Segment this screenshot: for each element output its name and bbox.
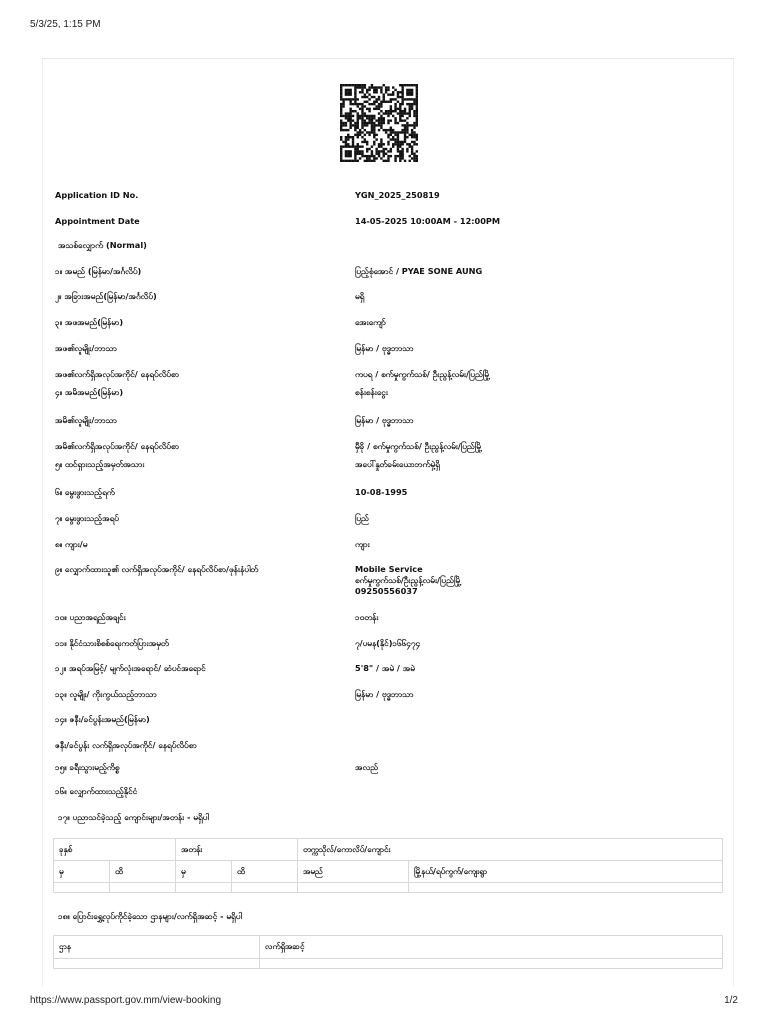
field-value: ကပရ / စက်မှုကွက်သစ်/ ဦးညွန့်လမ်း/ပြည်မြို့ <box>355 369 491 379</box>
table-header-cell: ခုနှစ် <box>54 839 176 861</box>
field-value: အေးကျော် <box>355 317 386 327</box>
field-value: ပြည် <box>355 513 369 523</box>
field-value-line: စက်မှုကွက်သစ်/ဦးညွန့်လမ်း/ပြည်မြို့ <box>355 575 462 585</box>
education-header-row <box>54 839 723 861</box>
table-header-cell: အတန်း <box>176 839 298 861</box>
qr-code-icon <box>340 84 418 162</box>
field-label: ၂။ အခြားအမည်(မြန်မာ/အင်္ဂလိပ်) <box>55 291 157 301</box>
field-label: ၁၄။ ဇနီး/ခင်ပွန်းအမည်(မြန်မာ) <box>55 714 150 724</box>
education-title: ၁၇။ ပညာသင်ခဲ့သည့် ကျောင်းများ/အတန်း - မရှိပါ <box>58 812 209 822</box>
employment-table <box>53 935 723 969</box>
field-value: မှီခို / စက်မှုကွက်သစ်/ ဦးညွန့်လမ်း/ပြည်မြို့ <box>355 441 483 451</box>
field-value: စန်းစန်းငွေး <box>355 387 388 397</box>
field-label: ၆။ မွေးဖွားသည့်ရက် <box>55 487 115 497</box>
employment-title: ၁၈။ ပြောင်းရွှေ့လုပ်ကိုင်ခဲ့သော ဌာနများ/လက်ရှိအဆင့် - မရှိပါ <box>58 911 242 921</box>
field-label: ၈။ ကျား/မ <box>55 539 88 549</box>
field-label: ၁။ အမည် (မြန်မာ/အင်္ဂလိပ်) <box>55 266 142 276</box>
field-value: အလည် <box>355 762 379 772</box>
field-label: အမိ၏လူမျိုး/ဘာသာ <box>55 415 117 425</box>
field-value-line: Mobile Service <box>355 564 423 574</box>
table-header-cell: ဌာန <box>54 936 260 959</box>
field-value: ပြည့်စုံအောင် / PYAE SONE AUNG <box>355 266 483 276</box>
table-header-cell: မှ <box>54 861 110 883</box>
table-row <box>54 959 723 969</box>
field-value: မြန်မာ / ဗုဒ္ဓဘာသာ <box>355 689 414 699</box>
print-timestamp: 5/3/25, 1:15 PM <box>30 19 101 30</box>
field-label: ၁၁။ နိုင်ငံသားစိစစ်ရေးကတ်ပြားအမှတ် <box>55 638 169 648</box>
field-value: မြန်မာ / ဗုဒ္ဓဘာသာ <box>355 343 414 353</box>
field-value: အပေါ်နှုတ်ခမ်းယောဘက်မှဲ့ရှိ <box>355 459 440 469</box>
field-label: ဇနီး/ခင်ပွန်း လက်ရှိအလုပ်အကိုင်/ နေရပ်လိပ်စာ <box>55 740 197 750</box>
field-label: ၄။ အမိအမည်(မြန်မာ) <box>55 387 124 397</box>
table-header-cell: မြို့နယ်/ရပ်ကွက်/ကျေးရွာ <box>409 861 723 883</box>
field-value: ၇/ပမန(နိုင်)၁၆၆၄၇၄ <box>355 638 421 648</box>
field-label: ၅။ ထင်ရှားသည့်အမှတ်အသား <box>55 459 145 469</box>
field-label: ၁၆။ လျှောက်ထားသည့်နိုင်ငံ <box>55 786 138 796</box>
field-label: ၃။ အဖအမည်(မြန်မာ) <box>55 317 124 327</box>
field-label: ၁၀။ ပညာအရည်အချင်း <box>55 612 126 622</box>
field-value: YGN_2025_250819 <box>355 190 440 200</box>
table-header-cell: ထိ <box>232 861 298 883</box>
page-url: https://www.passport.gov.mm/view-booking <box>30 995 222 1006</box>
field-label: ၁၃။ လူမျိုး/ ကိုးကွယ်သည့်ဘာသာ <box>55 689 157 699</box>
field-value: 5'8" / အမဲ / အမဲ <box>355 663 415 673</box>
field-value <box>355 564 655 597</box>
field-value-line: 09250556037 <box>355 586 418 596</box>
education-table <box>53 838 723 893</box>
field-label: ၉။ လျှောက်ထားသူ၏ လက်ရှိအလုပ်အကိုင်/ နေရပ်လိပ်စာ/ဖုန်းနံပါတ် <box>55 564 259 574</box>
employment-header-row <box>54 936 723 959</box>
table-header-cell: တက္ကသိုလ်/ကောလိပ်/ကျောင်း <box>298 839 723 861</box>
page-number: 1/2 <box>724 995 738 1006</box>
field-label: Appointment Date <box>55 216 140 226</box>
field-value: ၁၀တန်း <box>355 612 379 622</box>
field-label: အမိ၏လက်ရှိအလုပ်အကိုင်/ နေရပ်လိပ်စာ <box>55 441 180 451</box>
table-header-cell: လက်ရှိအဆင့် <box>260 936 723 959</box>
table-header-cell: ထိ <box>110 861 176 883</box>
table-header-cell: မှ <box>176 861 232 883</box>
field-value: 10-08-1995 <box>355 487 408 497</box>
field-value: 14-05-2025 10:00AM - 12:00PM <box>355 216 501 226</box>
table-row <box>54 883 723 893</box>
table-header-cell: အမည် <box>298 861 409 883</box>
field-value: ကျား <box>355 539 370 549</box>
field-label: အဖ၏လူမျိုး/ဘာသာ <box>55 343 117 353</box>
field-value: မရှိ <box>355 291 365 301</box>
application-type: အသစ်လျှောက် (Normal) <box>58 240 147 250</box>
education-subheader-row <box>54 861 723 883</box>
field-label: ၁၅။ ခရီးသွားမည့်ကိစ္စ <box>55 762 120 772</box>
field-label: အဖ၏လက်ရှိအလုပ်အကိုင်/ နေရပ်လိပ်စာ <box>55 369 180 379</box>
field-label: ၇။ မွေးဖွားသည့်အရပ် <box>55 513 119 523</box>
field-label: Application ID No. <box>55 190 139 200</box>
field-label: ၁၂။ အရပ်အမြင့်/ မျက်လုံးအရောင်/ ဆံပင်အရောင် <box>55 663 206 673</box>
field-value: မြန်မာ / ဗုဒ္ဓဘာသာ <box>355 415 414 425</box>
